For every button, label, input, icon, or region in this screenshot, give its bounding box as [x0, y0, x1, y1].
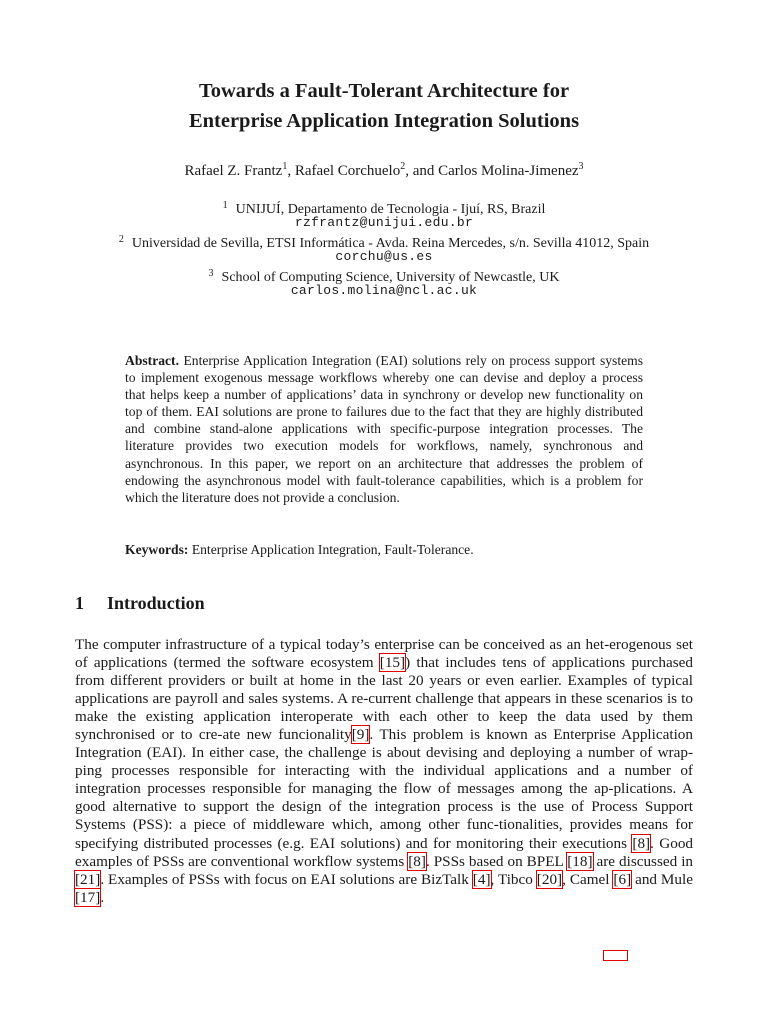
citation-link[interactable]: [20] [536, 870, 563, 888]
intro-text: ) that includes tens of applications purchased from different providers or built at home in the last 20 years or even earlier. Examples of typical applications are payroll and sales systems. A re-current challenge that appears in these scenarios is to make the existing application interoperate with each other to keep the data used by them synchronised or to cre-ate new funcionality [75, 654, 694, 744]
author-name: Rafael Corchuelo [294, 163, 401, 179]
citation-link[interactable]: [18] [567, 852, 593, 870]
intro-text: . PSSs based on BPEL [425, 852, 568, 870]
affiliation-text: School of Computing Science, University of Newcastle, UK [221, 270, 560, 285]
intro-text: are discussed in [592, 852, 694, 870]
citation-link[interactable]: [4] [472, 870, 491, 888]
citation-link[interactable]: [8] [632, 834, 651, 852]
author-list [0, 161, 768, 181]
author-name: Rafael Z. Frantz [184, 163, 283, 179]
intro-text: . [100, 888, 105, 906]
section-heading [75, 592, 205, 614]
abstract [125, 352, 643, 506]
author-name: Carlos Molina-Jimenez [438, 163, 579, 179]
abstract-label: Abstract. [125, 353, 179, 368]
intro-paragraph [75, 636, 693, 907]
author-separator: , [287, 163, 295, 179]
citation-link[interactable]: [9] [351, 726, 370, 744]
intro-text: . Examples of PSSs with focus on EAI solutions are BizTalk [100, 870, 473, 888]
author-affil-mark: 1 [282, 161, 288, 172]
affiliation-email-1[interactable]: rzfrantz@unijui.edu.br [294, 215, 474, 230]
author-affil-mark: 2 [400, 161, 406, 172]
affiliation-number: 2 [118, 234, 124, 245]
citation-link[interactable]: [8] [408, 852, 426, 870]
paper-title [0, 76, 768, 136]
affiliation-number: 1 [222, 200, 228, 211]
citation-link[interactable]: [6] [613, 870, 632, 888]
citation-link[interactable]: [15] [379, 654, 406, 672]
intro-text: The computer infrastructure of a typical today’s enterprise can be conceived as an het-erogenous set of applications (termed the software ecosystem [75, 636, 693, 672]
affiliation-number: 3 [208, 268, 214, 279]
author-affil-mark: 3 [578, 161, 584, 172]
citation-link[interactable]: [17] [75, 888, 101, 906]
abstract-text: Enterprise Application Integration (EAI) solutions rely on process support systems to implement exogenous message workflows whereby one can devise and deploy a process that helps keep a number of applications’ data in synchrony or develop new functionality on top of them. EAI solutions are prone to failures due to the fact that they are highly distributed and combine stand-alone applications with specific-purpose integration processes. The literature provides two execution models for workflows, namely, synchronous and asynchronous. In this paper, we report on an architecture that addresses the problem of endowing the asynchronous model with fault-tolerance capabilities, which is a problem for which the literature does not provide a conclusion. [125, 353, 643, 505]
affiliation-email-3[interactable]: carlos.molina@ncl.ac.uk [290, 283, 478, 298]
section-title: Introduction [107, 593, 205, 613]
title-line-2: Enterprise Application Integration Solutions [188, 110, 580, 132]
affiliation-text: Universidad de Sevilla, ETSI Informática - Avda. Reina Mercedes, s/n. Sevilla 41012, Spain [131, 236, 650, 251]
intro-text: . This problem is known as Enterprise Application Integration (EAI). In either case, the challenge is about devising and deploying a number of wrap-ping processes responsible for interacting with the individual applications and a number of integration processes responsible for managing the flow of messages among the ap-plications. A good alternative to support the design of the integration process is the use of Process Support Systems (PSS): a piece of middleware which, among other func-tionalities, provides means for specifying distributed processes (e.g. EAI solutions) and for monitoring their executions [75, 726, 693, 852]
author-separator: , and [405, 163, 439, 179]
affiliation-email-2[interactable]: corchu@us.es [335, 249, 433, 264]
intro-text: , Camel [562, 870, 614, 888]
title-line-1: Towards a Fault-Tolerant Architecture for [198, 80, 570, 102]
affiliation-text: UNIJUÍ, Departamento de Tecnologia - Ijuí, RS, Brazil [235, 202, 546, 217]
keywords [125, 541, 643, 558]
intro-text: . Good examples of PSSs are conventional workflow systems [75, 834, 694, 870]
keywords-label: Keywords: [125, 542, 189, 557]
section-number: 1 [75, 593, 84, 613]
keywords-text: Enterprise Application Integration, Fault-Tolerance. [188, 542, 474, 557]
footnote-link-box[interactable] [603, 950, 628, 961]
citation-link[interactable]: [21] [75, 870, 101, 888]
intro-text: and Mule [631, 870, 693, 888]
intro-text: , Tibco [490, 870, 537, 888]
